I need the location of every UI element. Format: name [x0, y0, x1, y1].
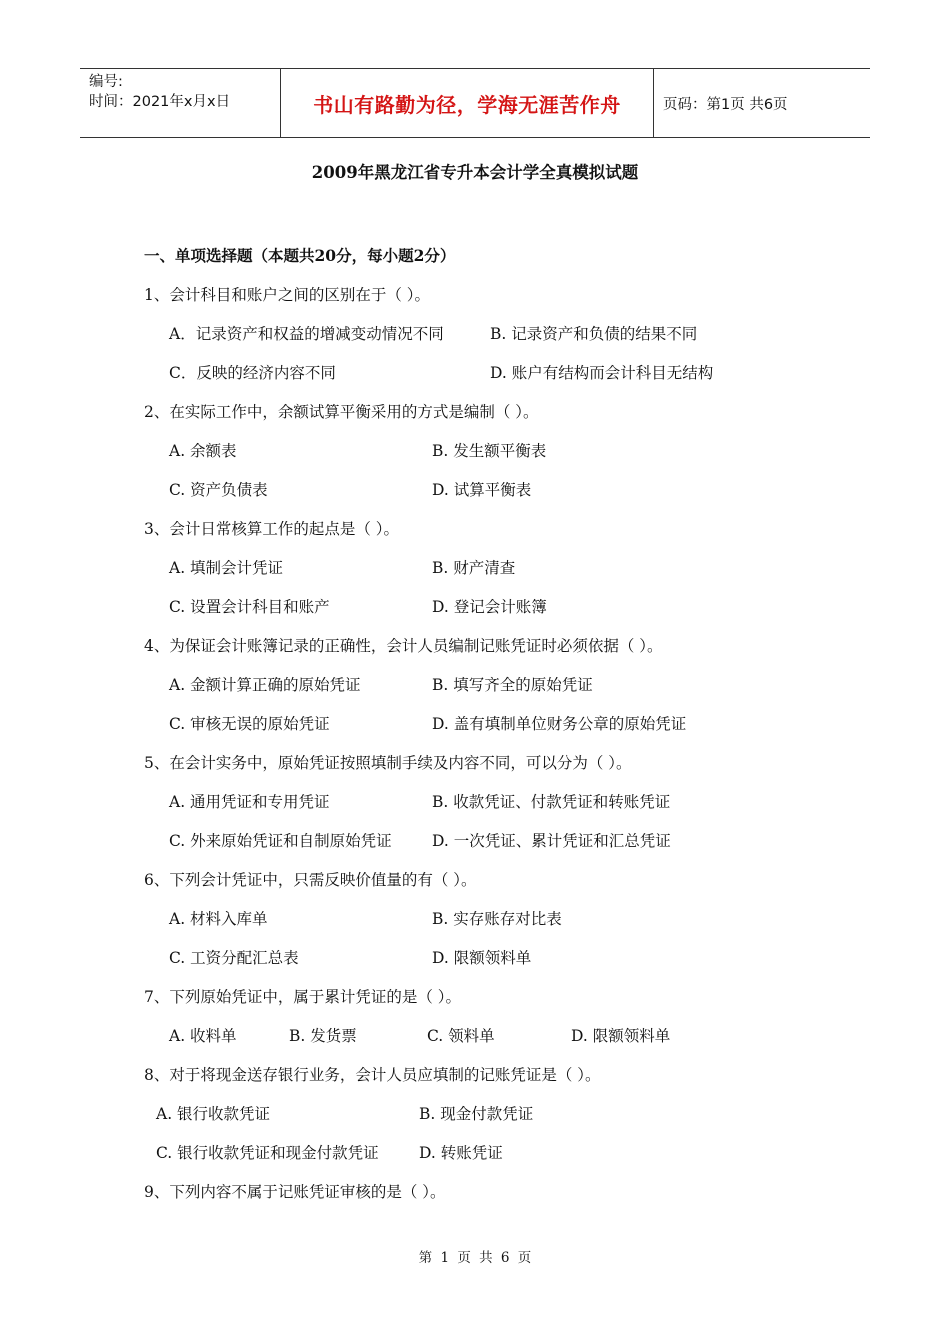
option-text: B. 记录资产和负债的结果不同	[490, 325, 698, 343]
option-text: C. 资产负债表	[169, 481, 268, 499]
question-stem: 9、下列内容不属于记账凭证审核的是（ ）。	[144, 1183, 446, 1201]
motto: 书山有路勤为径，学海无涯苦作舟	[313, 92, 621, 117]
option-text: B. 财产清查	[432, 559, 516, 577]
option-text: C. 外来原始凭证和自制原始凭证	[169, 832, 392, 850]
option-text: A. 余额表	[169, 442, 237, 460]
page-info: 页码：第1页 共6页	[663, 96, 788, 113]
option-text: A. 填制会计凭证	[169, 559, 284, 577]
header-page-info	[654, 69, 870, 137]
time-label: 时间：2021年x月x日	[89, 94, 231, 110]
option-text: A. 材料入库单	[169, 910, 268, 928]
question-stem: 8、对于将现金送存银行业务，会计人员应填制的记账凭证是（ ）。	[144, 1066, 601, 1084]
option-text: D. 盖有填制单位财务公章的原始凭证	[432, 715, 687, 733]
option-text: B. 发生额平衡表	[432, 442, 547, 460]
option-text: D. 账户有结构而会计科目无结构	[490, 364, 714, 382]
question-stem: 5、在会计实务中，原始凭证按照填制手续及内容不同，可以分为（ ）。	[144, 754, 632, 772]
option-text: D. 限额领料单	[571, 1027, 671, 1045]
question-stem: 4、为保证会计账簿记录的正确性，会计人员编制记账凭证时必须依据（ ）。	[144, 637, 663, 655]
option-text: C．反映的经济内容不同	[169, 364, 336, 382]
header-motto-cell	[281, 69, 654, 137]
option-text: B. 实存账存对比表	[432, 910, 562, 928]
document-title: 2009年黑龙江省专升本会计学全真模拟试题	[311, 163, 639, 182]
option-text: A. 通用凭证和专用凭证	[169, 793, 330, 811]
option-text: C. 工资分配汇总表	[169, 949, 299, 967]
option-text: A. 银行收款凭证	[156, 1105, 271, 1123]
option-text: D. 试算平衡表	[432, 481, 532, 499]
option-text: C. 设置会计科目和账产	[169, 598, 330, 616]
code-label: 编号:	[89, 74, 123, 90]
option-text: B. 收款凭证、付款凭证和转账凭证	[432, 793, 671, 811]
option-text: B. 填写齐全的原始凭证	[432, 676, 593, 694]
option-text: D. 登记会计账簿	[432, 598, 547, 616]
option-text: D. 转账凭证	[419, 1144, 503, 1162]
option-text: C. 审核无误的原始凭证	[169, 715, 330, 733]
option-text: B. 现金付款凭证	[419, 1105, 534, 1123]
option-text: B. 发货票	[289, 1027, 357, 1045]
option-text: D. 一次凭证、累计凭证和汇总凭证	[432, 832, 671, 850]
option-text: A．记录资产和权益的增减变动情况不同	[169, 325, 444, 343]
option-text: C. 银行收款凭证和现金付款凭证	[156, 1144, 379, 1162]
header-meta	[80, 69, 281, 137]
section-title: 一、单项选择题（本题共20分，每小题2分）	[144, 246, 456, 265]
question-stem: 7、下列原始凭证中，属于累计凭证的是（ ）。	[144, 988, 462, 1006]
page-header	[80, 68, 870, 138]
question-stem: 3、会计日常核算工作的起点是（ ）。	[144, 520, 400, 538]
option-text: C. 领料单	[427, 1027, 495, 1045]
page-footer: 第 1 页 共 6 页	[418, 1250, 532, 1266]
question-stem: 1、会计科目和账户之间的区别在于（ ）。	[144, 286, 431, 304]
option-text: D. 限额领料单	[432, 949, 532, 967]
option-text: A. 金额计算正确的原始凭证	[169, 676, 361, 694]
question-stem: 2、在实际工作中，余额试算平衡采用的方式是编制（ ）。	[144, 403, 539, 421]
option-text: A. 收料单	[169, 1027, 237, 1045]
question-stem: 6、下列会计凭证中，只需反映价值量的有（ ）。	[144, 871, 477, 889]
